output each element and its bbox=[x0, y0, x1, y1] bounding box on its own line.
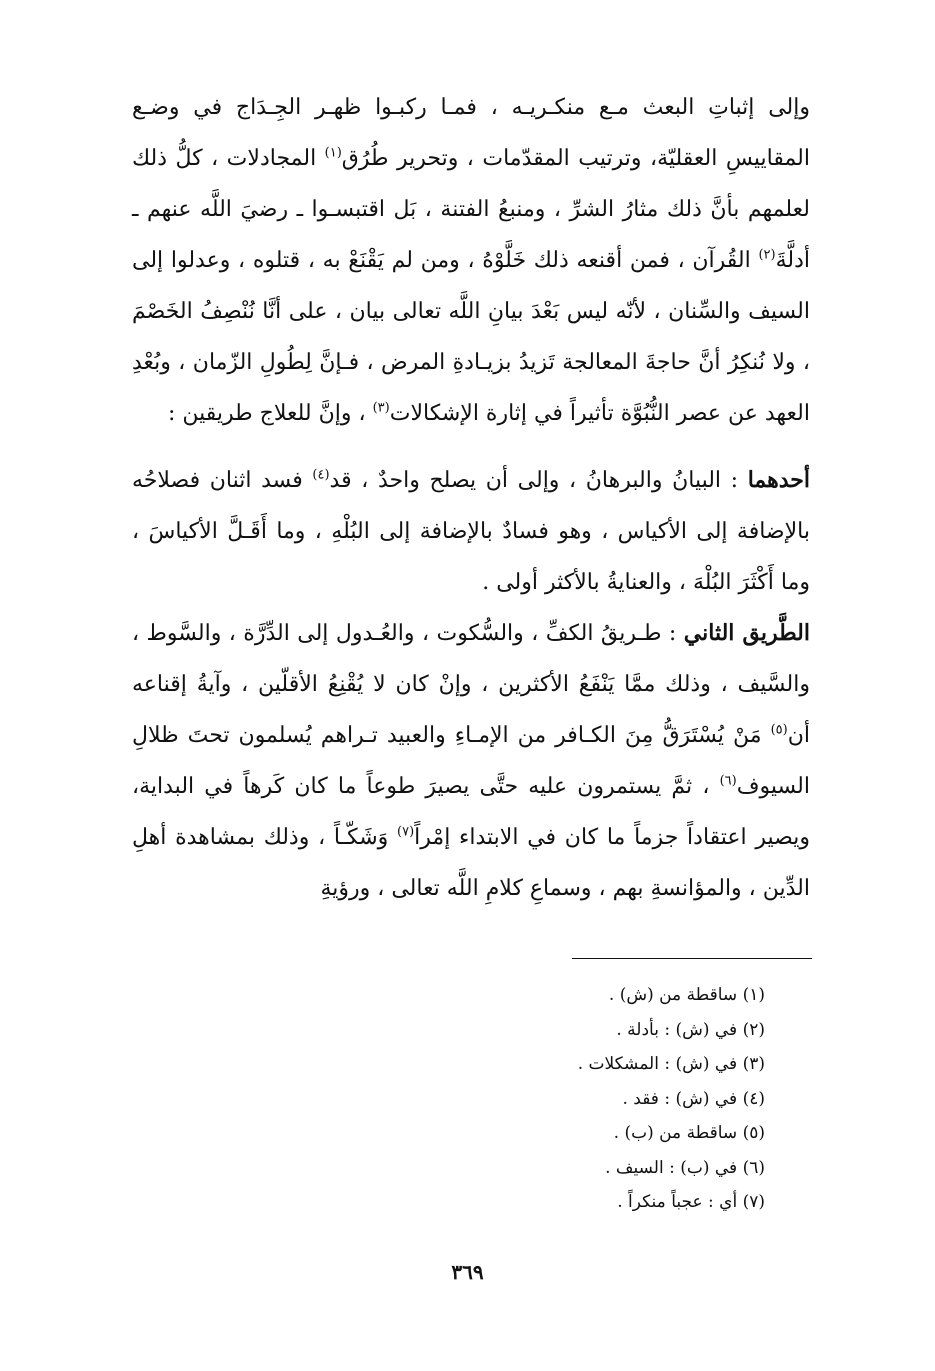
paragraph-lead-word: الطَّريق الثاني bbox=[683, 620, 810, 646]
text-run: : طـريقُ الكفِّ ، والسُّكوت ، والعُـدول إلى الدِّرَّة ، والسَّوط ، والسَّيف ، وذلك ممَّا يَنْفَعُ الأكثرين ، وإنْ كان لا يُقْنِعُ الأقلّين ، وآيةُ إقناعه أن bbox=[132, 621, 810, 748]
footnote-reference: (٤) bbox=[312, 467, 330, 483]
paragraph-2 bbox=[132, 455, 810, 608]
footnote-reference: (٣) bbox=[372, 400, 390, 416]
text-run: : البيانُ والبرهانُ ، وإلى أن يصلح واحدٌ ، قد bbox=[329, 468, 748, 493]
footnote-7: (٧) أي : عجباً منكراً . bbox=[617, 1192, 765, 1212]
text-run: القُرآن ، فمن أقنعه ذلك خَلَّوْهُ ، ومن لم يَقْنَعْ به ، قتلوه ، وعدلوا إلى السيف والسِّنان ، لأنّه ليس بَعْدَ بيانِ اللَّه تعالى بيان ، على أنَّا نُنْصِفُ الخَصْمَ ، ولا نُنكِرُ أنَّ حاجةَ المعالجة تَزيدُ بزيـادةِ المرض ، فـإنَّ لِطُولِ الزّمان ، وبُعْدِ العهد عن عصر النُّبُوَّة تأثيراً في إثارة الإشكالات bbox=[132, 248, 810, 426]
text-run: وَشَكّـاً ، وذلك بمشاهدة أهلِ الدِّين ، والمؤانسةِ بهم ، وسماعِ كلامِ اللَّه تعالى ، ورؤيةِ bbox=[132, 825, 810, 901]
footnote-3: (٣) في (ش) : المشكلات . bbox=[577, 1054, 765, 1074]
text-run: المجادلات ، كلُّ ذلك لعلمهم بأنَّ ذلك مثارُ الشرِّ ، ومنبعُ الفتنة ، بَل اقتبسـوا ـ رضيَ اللَّه عنهم ـ أدلَّةَ bbox=[132, 146, 810, 273]
footnote-2: (٢) في (ش) : بأدلة . bbox=[616, 1019, 765, 1040]
footnote-reference: (١) bbox=[324, 145, 342, 161]
paragraph-lead-word: أحدهما bbox=[747, 467, 810, 493]
paragraph-3 bbox=[132, 608, 810, 914]
text-run: ، ثمَّ يستمرون عليه حتَّى يصيرَ طوعاً ما كان كَرهاً في البداية، ويصير اعتقاداً جزماً ما كان في الابتداء إمْراً bbox=[132, 774, 810, 850]
paragraph-1 bbox=[132, 82, 810, 439]
text-run: ، وإنَّ للعلاج طريقين : bbox=[168, 401, 373, 426]
footnote-4: (٤) في (ش) : فقد . bbox=[622, 1088, 765, 1109]
footnote-6: (٦) في (ب) : السيف . bbox=[605, 1157, 765, 1178]
text-run: مَنْ يُسْتَرَقُّ مِنَ الكـافر من الإمـاءِ والعبيد تـراهم يُسلمون تحتَ ظلالِ السيوف bbox=[132, 723, 810, 799]
page-number: ٣٦٩ bbox=[451, 1260, 484, 1284]
footnote-5: (٥) ساقطة من (ب) . bbox=[613, 1123, 765, 1143]
footnotes-list bbox=[460, 978, 765, 1220]
text-run: وإلى إثباتِ البعث مـع منكـريـه ، فمـا ركبـوا ظهـر الجِـدَاج في وضـع المقاييسِ العقليّة، وترتيب المقدّمات ، وتحرير طُرُق bbox=[132, 95, 810, 171]
footnote-reference: (٥) bbox=[770, 722, 788, 738]
footnote-reference: (٧) bbox=[397, 824, 415, 840]
footnote-reference: (٢) bbox=[758, 247, 776, 263]
footnote-reference: (٦) bbox=[719, 773, 737, 789]
footnote-divider bbox=[572, 958, 812, 959]
main-text bbox=[132, 82, 810, 914]
footnote-1: (١) ساقطة من (ش) . bbox=[608, 985, 765, 1005]
text-run: فسد اثنان فصلاحُه بالإضافة إلى الأكياس ، وهو فسادٌ بالإضافة إلى البُلْهِ ، وما أَقَـلَّ الأكياسَ ، وما أَكْثَرَ البُلْهَ ، والعنايةُ بالأكثر أولى . bbox=[132, 468, 810, 595]
